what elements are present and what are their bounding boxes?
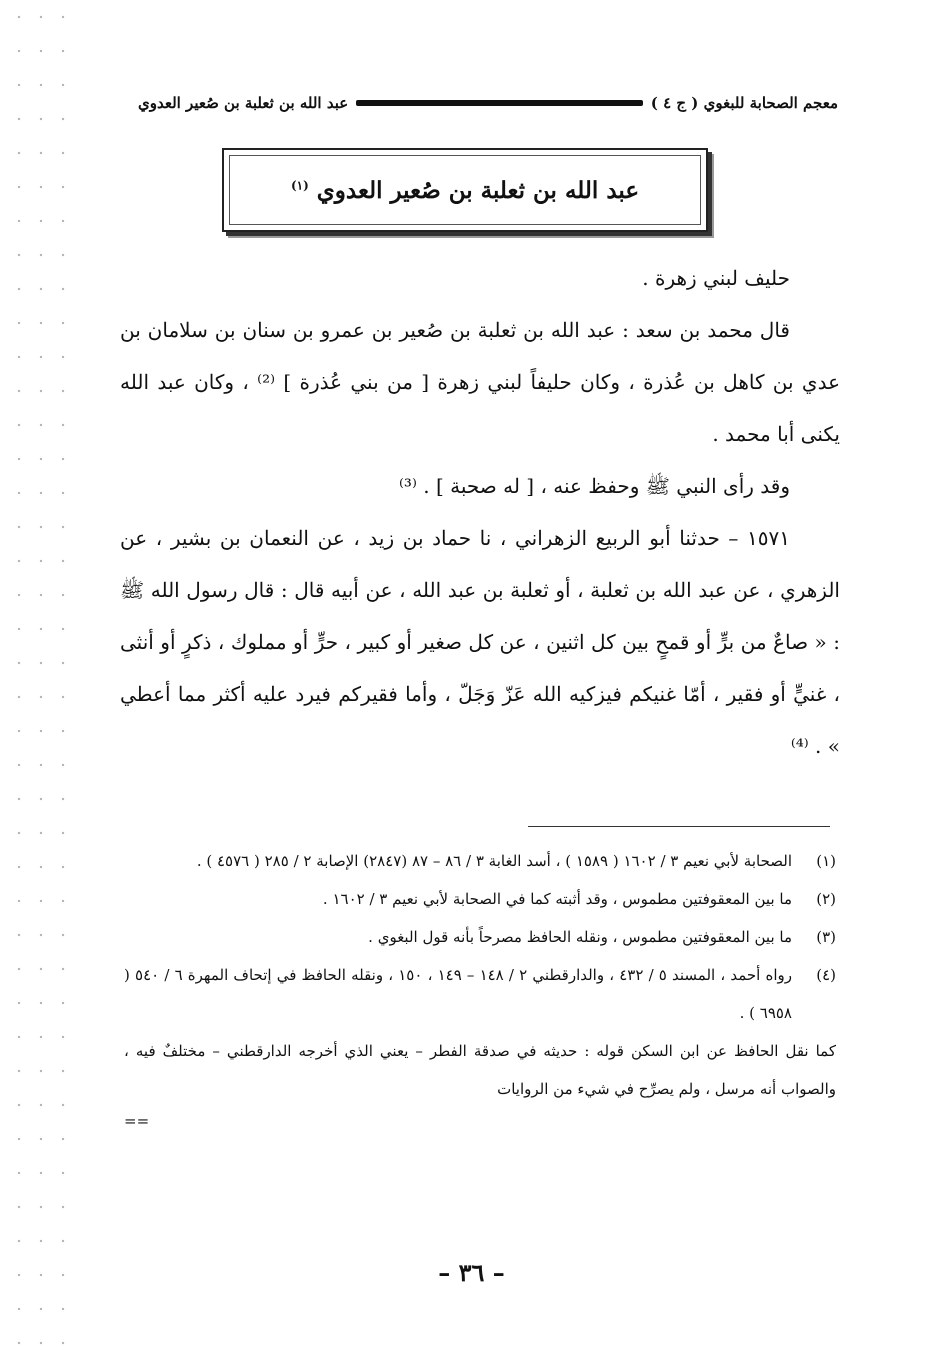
header-chapter-title: عبد الله بن ثعلبة بن صُعير العدوي <box>138 94 349 112</box>
footnote-text: الصحابة لأبي نعيم ٣ / ١٦٠٢ ( ١٥٨٩ ) ، أسد الغابة ٣ / ٨٦ – ٨٧ (٢٨٤٧) الإصابة ٢ / ٢٨٥ ( ٤٥٧٦ ) . <box>196 852 792 870</box>
footnote-item <box>124 842 836 880</box>
footnote-separator <box>528 826 830 827</box>
header-book-title: معجم الصحابة للبغوي ( ج ٤ ) <box>650 94 838 112</box>
paragraph-companionship: وقد رأى النبي ﷺ وحفظ عنه ، [ له صحبة ] . ⁽³⁾ <box>399 474 790 498</box>
entry-title-box <box>222 148 708 232</box>
footnote-continuation: كما نقل الحافظ عن ابن السكن قوله : حديثه في صدقة الفطر – يعني الذي أخرجه الدارقطني – مختلفٌ فيه ، والصواب أنه مرسل ، ولم يصرِّح في شيء من الروايات <box>124 1042 836 1098</box>
paragraph-alliance: حليف لبني زهرة . <box>642 266 790 290</box>
footnote-item <box>124 918 836 956</box>
footnote-text: رواه أحمد ، المسند ٥ / ٤٣٢ ، والدارقطني ٢ / ١٤٨ – ١٤٩ ، ١٥٠ ، ونقله الحافظ في إتحاف المهرة ٦ / ٥٤٠ ( ٦٩٥٨ ) . <box>124 966 793 1022</box>
footnote-number: (٤) <box>816 966 836 984</box>
footnote-number: (٢) <box>816 890 836 908</box>
entry-title-footnote-ref: (١) <box>290 177 309 192</box>
binding-margin <box>8 0 68 1367</box>
footnote-text: ما بين المعقوفتين مطموس ، ونقله الحافظ مصرحاً بأنه قول البغوي . <box>368 928 792 946</box>
entry-title-text: عبد الله بن ثعلبة بن صُعير العدوي <box>316 176 640 204</box>
footnote-item <box>124 956 836 1032</box>
footnotes <box>124 842 836 1134</box>
footnote-continued-marker: == <box>124 1112 150 1130</box>
footnote-number: (٣) <box>816 928 836 946</box>
running-header <box>138 86 838 120</box>
footnote-text: ما بين المعقوفتين مطموس ، وقد أثبته كما في الصحابة لأبي نعيم ٣ / ١٦٠٢ . <box>322 890 792 908</box>
body-text <box>120 252 840 772</box>
paragraph-ibn-saad: قال محمد بن سعد : عبد الله بن ثعلبة بن صُعير بن عمرو بن سنان بن سلامان بن عدي بن كاهل بن عُذرة ، وكان حليفاً لبني زهرة [ من بني عُذرة ] ⁽²⁾ ، وكان عبد الله يكنى أبا محمد . <box>120 318 841 446</box>
page-number: – ٣٦ – <box>438 1258 505 1287</box>
footnote-item <box>124 880 836 918</box>
footnote-number: (١) <box>816 852 836 870</box>
paragraph-hadith-1571: ١٥٧١ – حدثنا أبو الربيع الزهراني ، نا حماد بن زيد ، عن النعمان بن بشير ، عن الزهري ، عن عبد الله بن ثعلبة ، أو ثعلبة بن عبد الله ، عن أبيه قال : قال رسول الله ﷺ : « صاعٌ من برٍّ أو قمحٍ بين كل اثنين ، عن كل صغير أو كبير ، حرٍّ أو مملوك ، ذكرٍ أو أنثى ، غنيٍّ أو فقير ، أمّا غنيكم فيزكيه الله عَزّ وَجَلّ ، وأما فقيركم فيرد عليه أكثر مما أعطي » . ⁽⁴⁾ <box>120 526 840 758</box>
header-rule <box>356 100 643 106</box>
entry-title <box>291 177 639 204</box>
